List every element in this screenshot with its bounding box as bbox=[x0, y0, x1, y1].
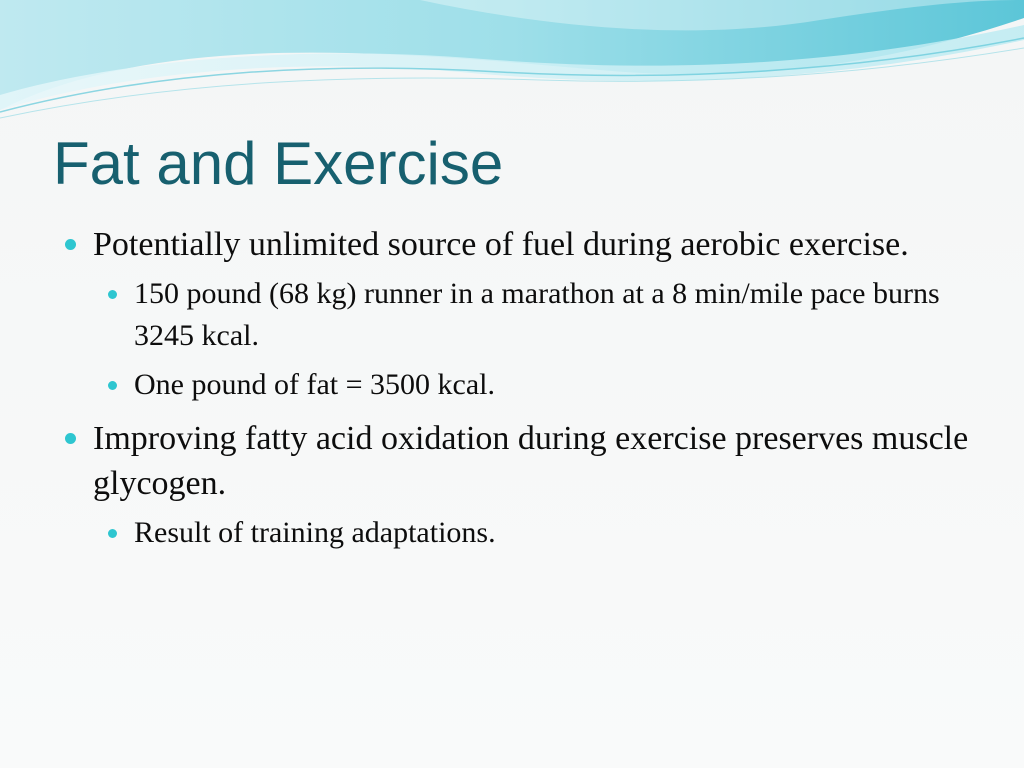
sub-bullet-text: 150 pound (68 kg) runner in a marathon at a 8 min/mile pace burns 3245 kcal. bbox=[134, 277, 940, 352]
sub-bullet-dot-icon bbox=[108, 529, 117, 538]
sub-bullet-dot-icon bbox=[108, 290, 117, 299]
slide-title: Fat and Exercise bbox=[53, 130, 504, 197]
sub-bullet-item bbox=[60, 364, 990, 406]
sub-bullet-dot-icon bbox=[108, 381, 117, 390]
bullet-dot-icon bbox=[65, 433, 76, 444]
bullet-text: Improving fatty acid oxidation during exercise preserves muscle glycogen. bbox=[93, 420, 969, 502]
header-wave-decoration bbox=[0, 0, 1024, 130]
sub-bullet-text: Result of training adaptations. bbox=[134, 516, 496, 549]
bullet-item bbox=[60, 416, 990, 506]
bullet-dot-icon bbox=[65, 239, 76, 250]
bullet-item bbox=[60, 222, 990, 267]
sub-bullet-item bbox=[60, 273, 990, 357]
sub-bullet-text: One pound of fat = 3500 kcal. bbox=[134, 368, 495, 401]
bullet-list bbox=[60, 222, 990, 561]
sub-bullet-item bbox=[60, 512, 990, 554]
bullet-text: Potentially unlimited source of fuel during aerobic exercise. bbox=[93, 226, 909, 263]
